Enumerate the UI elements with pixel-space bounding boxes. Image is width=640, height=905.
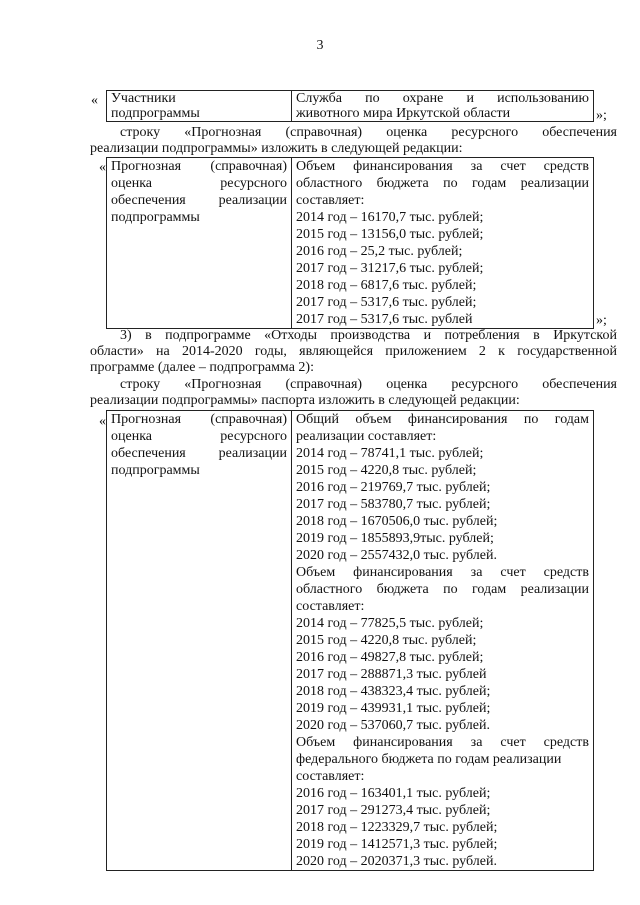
forecast-label-cell: [107, 411, 292, 871]
cell-line: обеспечения реализации: [111, 446, 287, 461]
paragraph-line: области» на 2014-2020 годы, являющейся приложением 2 к государственной: [90, 344, 617, 359]
cell-line: 2018 год – 1223329,7 тыс. рублей;: [296, 820, 498, 835]
cell-line: подпрограммы: [111, 210, 200, 225]
cell-line: Общий объем финансирования по годам: [296, 412, 589, 427]
forecast-value-cell: [292, 411, 594, 871]
cell-line: 2017 год – 288871,3 тыс. рублей: [296, 667, 487, 682]
cell-line: обеспечения реализации: [111, 193, 287, 208]
paragraph-line: программе (далее – подпрограмма 2):: [90, 360, 314, 375]
cell-line: Объем финансирования за счет средств: [296, 565, 589, 580]
cell-line: 2020 год – 2020371,3 тыс. рублей.: [296, 854, 497, 869]
open-quote: «: [99, 160, 106, 175]
paragraph-line: реализации подпрограммы» паспорта изложить в следующей редакции:: [90, 393, 520, 408]
paragraph-line: строку «Прогнозная (справочная) оценка ресурсного обеспечения: [120, 377, 617, 392]
cell-line: составляет:: [296, 769, 365, 784]
cell-line: 2014 год – 78741,1 тыс. рублей;: [296, 446, 484, 461]
cell-line: 2017 год – 31217,6 тыс. рублей;: [296, 261, 484, 276]
cell-line: подпрограммы: [111, 463, 200, 478]
cell-line: оценка ресурсного: [111, 176, 287, 191]
paragraph: [90, 328, 617, 376]
cell-line: Объем финансирования за счет средств: [296, 735, 589, 750]
forecast-table-2: [106, 410, 594, 871]
cell-line: реализации составляет:: [296, 429, 437, 444]
cell-line: 2016 год – 163401,1 тыс. рублей;: [296, 786, 491, 801]
participants-table: [106, 90, 594, 122]
paragraph: [90, 125, 617, 157]
cell-line: 2016 год – 49827,8 тыс. рублей;: [296, 650, 484, 665]
cell-line: 2014 год – 77825,5 тыс. рублей;: [296, 616, 484, 631]
cell-line: составляет:: [296, 193, 365, 208]
open-quote: «: [99, 414, 106, 429]
cell-line: областного бюджета по годам реализации: [296, 176, 589, 191]
cell-line: Прогнозная (справочная): [111, 159, 287, 174]
cell-line: 2015 год – 4220,8 тыс. рублей;: [296, 633, 477, 648]
cell-line: федерального бюджета по годам реализации: [296, 752, 562, 767]
participants-label-cell: [107, 91, 292, 122]
cell-line: 2020 год – 2557432,0 тыс. рублей.: [296, 548, 497, 563]
open-quote: «: [91, 93, 98, 108]
paragraph-line: строку «Прогнозная (справочная) оценка ресурсного обеспечения: [120, 125, 617, 140]
cell-line: 2017 год – 583780,7 тыс. рублей;: [296, 497, 491, 512]
cell-line: 2017 год – 291273,4 тыс. рублей;: [296, 803, 491, 818]
cell-line: 2019 год – 1855893,9тыс. рублей;: [296, 531, 494, 546]
cell-line: 2020 год – 537060,7 тыс. рублей.: [296, 718, 490, 733]
forecast-label-cell: [107, 158, 292, 329]
cell-line: 2017 год – 5317,6 тыс. рублей;: [296, 295, 477, 310]
cell-line: подпрограммы: [111, 106, 200, 121]
cell-line: Объем финансирования за счет средств: [296, 159, 589, 174]
forecast-value-cell: [292, 158, 594, 329]
cell-line: Служба по охране и использованию: [296, 91, 589, 106]
cell-line: 2016 год – 219769,7 тыс. рублей;: [296, 480, 491, 495]
participants-value-cell: [292, 91, 594, 122]
page-number: 3: [316, 38, 324, 53]
cell-line: 2016 год – 25,2 тыс. рублей;: [296, 244, 463, 259]
cell-line: оценка ресурсного: [111, 429, 287, 444]
cell-line: 2018 год – 1670506,0 тыс. рублей;: [296, 514, 498, 529]
cell-line: 2015 год – 4220,8 тыс. рублей;: [296, 463, 477, 478]
close-quote: »;: [596, 108, 607, 123]
cell-line: 2019 год – 439931,1 тыс. рублей;: [296, 701, 491, 716]
cell-line: животного мира Иркутской области: [296, 106, 511, 121]
paragraph-line: 3) в подпрограмме «Отходы производства и потребления в Иркутской: [120, 328, 617, 343]
cell-line: 2017 год – 5317,6 тыс. рублей: [296, 312, 473, 327]
cell-line: областного бюджета по годам реализации: [296, 582, 589, 597]
paragraph-line: реализации подпрограммы» изложить в следующей редакции:: [90, 141, 463, 156]
cell-line: 2018 год – 6817,6 тыс. рублей;: [296, 278, 477, 293]
cell-line: составляет:: [296, 599, 365, 614]
cell-line: 2018 год – 438323,4 тыс. рублей;: [296, 684, 491, 699]
cell-line: Прогнозная (справочная): [111, 412, 287, 427]
paragraph: [90, 377, 617, 409]
forecast-table-1: [106, 157, 594, 329]
cell-line: 2015 год – 13156,0 тыс. рублей;: [296, 227, 484, 242]
cell-line: 2019 год – 1412571,3 тыс. рублей;: [296, 837, 498, 852]
cell-line: 2014 год – 16170,7 тыс. рублей;: [296, 210, 484, 225]
cell-line: Участники: [111, 91, 176, 106]
close-quote: »;: [596, 313, 607, 328]
